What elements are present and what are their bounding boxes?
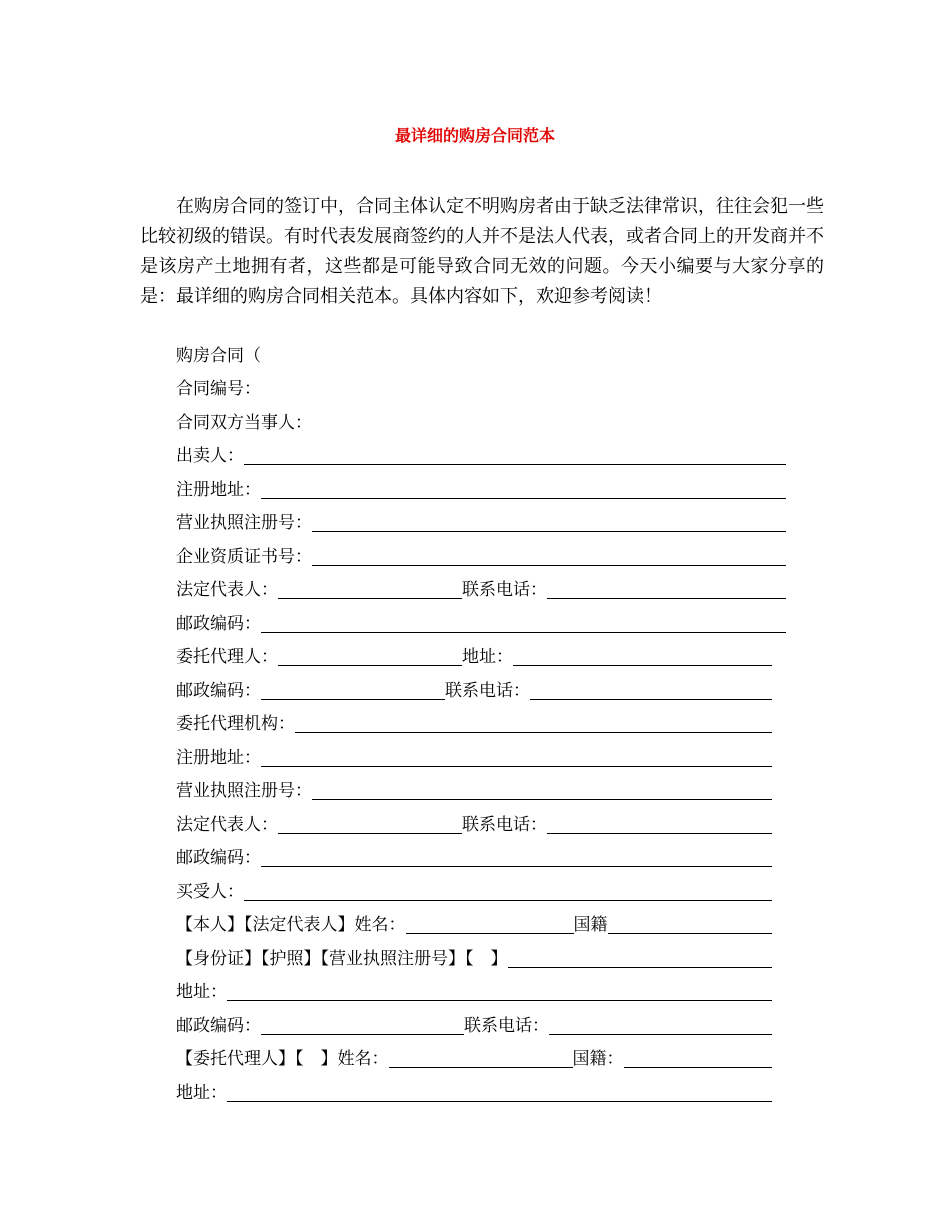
buyer-agent-nationality-label: 国籍： <box>572 1049 624 1069</box>
buyer-agent-label: 【委托代理人】【 】姓名： <box>176 1049 389 1069</box>
agency-reg-address-label: 注册地址： <box>176 747 261 768</box>
buyer-agent-nationality-field[interactable] <box>624 1048 773 1068</box>
document-title: 最详细的购房合同范本 <box>394 126 555 145</box>
seller-phone-field[interactable] <box>547 579 786 599</box>
seller-legal-rep-row <box>176 569 786 603</box>
agent-address-label: 地址： <box>462 647 513 667</box>
seller-qualification-row <box>176 535 786 569</box>
buyer-agent-row <box>176 1038 772 1072</box>
agency-postcode-label: 邮政编码： <box>176 848 261 868</box>
seller-phone-label: 联系电话： <box>462 580 547 600</box>
agency-legal-rep-row <box>176 803 772 837</box>
agency-license-row <box>176 770 772 804</box>
agency-label: 委托代理机构： <box>176 714 295 734</box>
agency-phone-field[interactable] <box>547 814 772 834</box>
parties-label: 合同双方当事人： <box>176 412 312 433</box>
seller-qualification-field[interactable] <box>312 546 786 566</box>
agent-address-field[interactable] <box>513 646 772 666</box>
buyer-label: 买受人： <box>176 881 244 902</box>
agency-legal-rep-field[interactable] <box>278 814 462 834</box>
buyer-field[interactable] <box>244 881 772 901</box>
seller-license-label: 营业执照注册号： <box>176 513 312 533</box>
seller-qualification-label: 企业资质证书号： <box>176 546 312 567</box>
buyer-postcode-label: 邮政编码： <box>176 1015 261 1036</box>
seller-postcode-field[interactable] <box>261 613 786 633</box>
buyer-postcode-field[interactable] <box>261 1015 464 1035</box>
buyer-phone-label: 联系电话： <box>464 1015 549 1036</box>
contract-heading-row <box>176 334 786 368</box>
agent-postcode-label: 邮政编码： <box>176 680 261 701</box>
buyer-name-field[interactable] <box>406 914 574 934</box>
seller-legal-rep-field[interactable] <box>278 579 462 599</box>
agent-postcode-row <box>176 669 772 703</box>
buyer-id-field[interactable] <box>508 948 773 968</box>
contract-form <box>176 334 786 1105</box>
buyer-agent-address-label: 地址： <box>176 1082 227 1103</box>
seller-field[interactable] <box>244 445 786 465</box>
agent-field[interactable] <box>278 646 462 666</box>
agency-row <box>176 703 772 737</box>
contract-heading: 购房合同（ <box>176 345 261 366</box>
seller-reg-address-label: 注册地址： <box>176 479 261 500</box>
buyer-person-row <box>176 904 772 938</box>
agency-phone-label: 联系电话： <box>462 814 547 835</box>
agency-legal-rep-label: 法定代表人： <box>176 814 278 835</box>
buyer-address-row <box>176 971 772 1005</box>
seller-legal-rep-label: 法定代表人： <box>176 580 278 600</box>
agent-phone-label: 联系电话： <box>445 680 530 701</box>
seller-label: 出卖人： <box>176 446 244 466</box>
contract-number-label: 合同编号： <box>176 379 261 399</box>
buyer-person-label: 【本人】【法定代表人】姓名： <box>176 915 406 935</box>
buyer-agent-address-field[interactable] <box>227 1082 772 1102</box>
agency-postcode-row <box>176 837 772 871</box>
seller-postcode-row <box>176 602 786 636</box>
buyer-id-row <box>176 937 772 971</box>
agency-postcode-field[interactable] <box>261 847 772 867</box>
buyer-row <box>176 870 772 904</box>
agency-reg-address-row <box>176 736 772 770</box>
seller-license-row <box>176 502 786 536</box>
buyer-postcode-row <box>176 1004 772 1038</box>
buyer-agent-address-row <box>176 1071 772 1105</box>
buyer-address-label: 地址： <box>176 982 227 1002</box>
parties-row <box>176 401 786 435</box>
agency-reg-address-field[interactable] <box>261 747 772 767</box>
seller-postcode-label: 邮政编码： <box>176 613 261 634</box>
intro-paragraph: 在购房合同的签订中，合同主体认定不明购房者由于缺乏法律常识，往往会犯一些比较初级的错误。有时代表发展商签约的人并不是法人代表，或者合同上的开发商并不是该房产土地拥有者，这些都是可能导致合同无效的问题。今天小编要与大家分享的是：最详细的购房合同相关范本。具体内容如下，欢迎参考阅读！ <box>140 196 824 307</box>
agency-license-label: 营业执照注册号： <box>176 781 312 801</box>
agent-postcode-field[interactable] <box>261 680 445 700</box>
buyer-nationality-field[interactable] <box>608 914 773 934</box>
buyer-address-field[interactable] <box>227 981 772 1001</box>
agency-license-field[interactable] <box>312 780 772 800</box>
seller-reg-address-row <box>176 468 786 502</box>
contract-number-row <box>176 368 786 402</box>
agent-label: 委托代理人： <box>176 647 278 667</box>
buyer-phone-field[interactable] <box>549 1015 772 1035</box>
agent-row <box>176 636 772 670</box>
agent-phone-field[interactable] <box>530 680 772 700</box>
buyer-nationality-label: 国籍 <box>573 915 608 935</box>
seller-license-field[interactable] <box>312 512 786 532</box>
seller-row <box>176 435 786 469</box>
seller-reg-address-field[interactable] <box>261 479 786 499</box>
buyer-agent-name-field[interactable] <box>389 1048 573 1068</box>
buyer-id-label: 【身份证】【护照】【营业执照注册号】【 】 <box>176 948 508 969</box>
agency-field[interactable] <box>295 713 772 733</box>
